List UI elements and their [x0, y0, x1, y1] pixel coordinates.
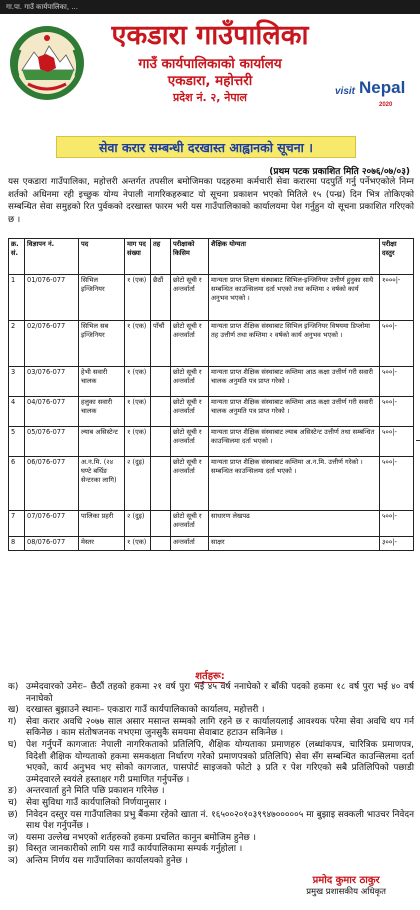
table-cell: सिभिल इन्जिनियर [79, 275, 125, 321]
condition-marker: ञ) [8, 855, 19, 866]
notice-banner [56, 136, 356, 158]
condition-text: दरखास्त बुझाउने स्थानः– एकडारा गाउँ कार्यपालिकाको कार्यालय, महोत्तरी । [26, 705, 265, 716]
table-cell: हेभी सवारी चालक [79, 367, 125, 397]
condition-text: निवेदन दस्तुर यस गाउँपालिका प्रभु बैंकमा रहेको खाता नं. १६५००२०१०३९९४७०००००५ मा बुझाइ सक्कली भाउचर निवेदन साथ पेश गर्नुपर्नेछ । [26, 809, 414, 832]
table-cell: सिभिल सब इन्जिनियर [79, 321, 125, 367]
col-header: तह [151, 239, 171, 275]
table-cell: 5 [9, 427, 25, 457]
table-cell: १ (एक) [125, 367, 151, 397]
table-cell: 05/076-077 [25, 427, 79, 457]
conditions-heading-text: शर्तहरू: [195, 671, 225, 682]
condition-marker: ख) [8, 705, 19, 716]
table-cell: 02/076-077 [25, 321, 79, 367]
conditions-heading [0, 668, 420, 682]
table-cell: 07/076-077 [25, 511, 79, 537]
table-cell: १ (एक) [125, 427, 151, 457]
condition-marker: ग) [8, 716, 17, 727]
office-name: गाउँ कार्यपालिकाको कार्यालय [138, 56, 282, 72]
condition-text: उम्मेदवारको उमेरः– छैठौं तहको हकमा २१ वर्ष पुरा भई ४५ वर्ष ननाघेको र बाँकी पदको हकमा १८ वर्ष पुरा भई ४० वर्ष ननाघेको [26, 682, 414, 704]
condition-text: सेवा सुविधा गाउँ कार्यपालिको निर्णयानुसार । [26, 797, 167, 808]
table-cell: साक्षर [209, 537, 380, 551]
table-cell: ३००|- [380, 537, 414, 551]
table-cell: 03/076-077 [25, 367, 79, 397]
table-cell: मान्यता प्राप्त शैक्षिक संस्थाबाट कम्तिमा आठ कक्षा उत्तीर्ण गरी सवारी चालक अनुमति पत्र प्राप्त गरेको । [209, 397, 380, 427]
condition-item [8, 682, 414, 705]
table-cell: मान्यता प्राप्त शैक्षिक संस्थाबाट कम्तिमा आठ कक्षा उत्तीर्ण गरी सवारी चालक अनुमति पत्र प्राप्त गरेको । [209, 367, 380, 397]
table-row [9, 457, 414, 511]
table-cell: १ (एक) [125, 537, 151, 551]
table-cell: साधारण लेखपढ [209, 511, 380, 537]
office-location: एकडारा, महोत्तरी [167, 73, 253, 89]
table-cell [151, 457, 171, 511]
table-cell: ५००|- [380, 367, 414, 397]
table-cell: ५००|- [380, 457, 414, 511]
table-row [9, 397, 414, 427]
table-cell: छोटो सूची र अन्तर्वार्ता [171, 511, 209, 537]
col-header: शैक्षिक योग्यता [209, 239, 380, 275]
vacancy-table [8, 238, 414, 551]
condition-text: पेश गर्नुपर्ने कागजातः नेपाली नागरिकताको प्रतिलिपि, शैक्षिक योग्यताका प्रमाणहरु (लब्धांकपत्र, चारित्रिक प्रमाणपत्र, विदेशी शैक्षिक योग्यताको हकमा समकक्षता निर्धारण गरेको प्रमाणपत्रको प्रतिलिपि) सेवा सँग सम्बन्धित काउन्सिलमा दर्ता भएको, कार्य अनुभव भए सोको कागजात, पासपोर्ट साइजको फोटो ३ प्रति र पेश गरिएको सबै प्रतिलिपिको पछाडी उम्मेदवारले स्वयंले हस्ताक्षर गरी प्रमाणित गर्नुपर्नेछ । [26, 739, 414, 785]
visit-logo-year: 2020 [379, 102, 393, 108]
table-cell: पालिका प्रहरी [79, 511, 125, 537]
condition-item [8, 856, 414, 868]
table-cell: 1 [9, 275, 25, 321]
table-row [9, 367, 414, 397]
col-header: क्र. सं. [9, 239, 25, 275]
col-header: परीक्षाको किसिम [171, 239, 209, 275]
government-emblem-icon [8, 24, 86, 102]
table-cell: छोटो सूची र अन्तर्वार्ता [171, 367, 209, 397]
table-cell: 06/076-077 [25, 457, 79, 511]
table-cell: अ.न.मि. (२४ घण्टे बर्थिङ सेन्टरका लागि) [79, 457, 125, 511]
table-cell: छोटो सूची र अन्तर्वार्ता [171, 427, 209, 457]
condition-marker: ज) [8, 832, 19, 843]
signatory-name: प्रमोद कुमार ठाकुर [312, 875, 380, 886]
table-cell [151, 537, 171, 551]
table-cell: 4 [9, 397, 25, 427]
table-cell: 01/076-077 [25, 275, 79, 321]
condition-item [8, 705, 414, 717]
table-cell: मान्यता प्राप्त शैक्षिक संस्थाबाट सिभिल इन्जिनियर विषयमा डिप्लोमा तह उत्तीर्ण तथा कम्तिमा २ वर्षको कार्य अनुभव भएको । [209, 321, 380, 367]
table-cell [151, 511, 171, 537]
condition-marker: च) [8, 797, 18, 808]
table-cell: 7 [9, 511, 25, 537]
condition-text: अन्तरवार्ता हुने मिति पछि प्रकाशन गरिनेछ । [26, 786, 165, 797]
table-cell: 08/076-077 [25, 537, 79, 551]
table-cell: 8 [9, 537, 25, 551]
table-cell: पाँचौं [151, 321, 171, 367]
table-row [9, 511, 414, 537]
condition-marker: क) [8, 682, 19, 692]
page-edge-mark [416, 440, 420, 441]
table-cell: १ (एक) [125, 397, 151, 427]
table-cell: ल्याब असिस्टेन्ट [79, 427, 125, 457]
conditions-list [8, 682, 414, 868]
condition-item [8, 798, 414, 810]
condition-text: यसमा उल्लेख नभएको शर्तहरुको हकमा प्रचलित कानुन बमोजिम हुनेछ । [26, 832, 256, 843]
table-cell: छोटो सूची र अन्तर्वार्ता [171, 321, 209, 367]
table-cell: छोटो सूची र अन्तर्वार्ता [171, 397, 209, 427]
col-header: विज्ञापन नं. [25, 239, 79, 275]
condition-marker: ङ) [8, 786, 18, 797]
table-cell: मान्यता प्राप्त शिक्षण संस्थाबाट सिभिल-इन्जिनियर उत्तीर्ण हुनुका साथै सम्बन्धित काउन्सिलमा दर्ता भएको तथा कम्तिमा २ वर्षको कार्य अनुभव भएको । [209, 275, 380, 321]
table-cell [151, 367, 171, 397]
top-strip-text: गा.पा. गाउँ कार्यपालिका, ... [6, 3, 78, 11]
table-row [9, 275, 414, 321]
notice-title: सेवा करार सम्बन्धी दरखास्त आह्वानको सूचना । [99, 140, 313, 155]
table-row [9, 427, 414, 457]
condition-text: सेवा करार अवधि २०७७ साल असार मसान्त सम्मको लागि रहने छ र कार्यालयलाई आवश्यक परेमा सेवा अवधि थप गर्न सकिनेछ । काम संतोषजनक नभएमा जुनसुकै समयमा सेवाबाट हटाउन सकिनेछ । [26, 716, 414, 739]
table-cell [151, 397, 171, 427]
condition-item [8, 786, 414, 798]
intro-paragraph: यस एकडारा गाउँपालिका, महोत्तरी अन्तर्गत तपसील बमोजिमका पदहरुमा कर्मचारी सेवा करारमा पदपुर्ति गर्नु पर्नेभएकोले निम्न शर्तको अधिनमा रही इच्छुक योग्य नेपाली नागरिकहरुबाट यो सूचना प्रकाशन भएको मितिले १५ (पन्ध्र) दिन भित्र तोकिएको सम्बन्धित सेवा समुहको रित पुर्वकको दरखास्त फारम भरी यस गाउँपालिकाको कार्यालयमा पेश गर्नुहुन यो सूचना प्रकाशित गरिएको छ । [8, 177, 414, 225]
col-header: पद [79, 239, 125, 275]
table-cell: ५००|- [380, 397, 414, 427]
province-line: प्रदेश नं. २, नेपाल [173, 91, 247, 104]
table-cell: मान्यता प्राप्त शैक्षिक संस्थाबाट कम्तिमा अ.न.मि. उत्तीर्ण गरेको । सम्बन्धित काउन्सिलमा दर्ता भएको । [209, 457, 380, 511]
table-cell: ५००|- [380, 321, 414, 367]
condition-marker: छ) [8, 809, 18, 820]
table-row [9, 537, 414, 551]
municipality-name: एकडारा गाउँपालिका [111, 20, 309, 51]
condition-marker: झ) [8, 844, 19, 855]
table-cell: ५००|- [380, 511, 414, 537]
table-cell: २ (दुइ) [125, 511, 151, 537]
condition-marker: घ) [8, 739, 17, 750]
table-cell: 04/076-077 [25, 397, 79, 427]
table-cell: १०००|- [380, 275, 414, 321]
letterhead [0, 16, 420, 134]
table-cell: ५००|- [380, 427, 414, 457]
condition-item [8, 810, 414, 833]
visit-logo-prefix: visit [335, 86, 356, 97]
table-cell: छोटो सूची र अन्तर्वार्ता [171, 275, 209, 321]
table-cell: मेस्तर [79, 537, 125, 551]
visit-nepal-logo [335, 72, 415, 116]
condition-text: विस्तृत जानकारीको लागि यस गाउँ कार्यपालिकामा सम्पर्क गर्नुहोला । [26, 844, 243, 855]
publication-date: (प्रथम पटक प्रकाशित मिति २०७६/०७/०३) [269, 167, 410, 177]
table-cell: मान्यता प्राप्त शैक्षिक संस्थाबाट ल्याब असिस्टेन्ट उत्तीर्ण तथा सम्बन्धित काउन्सिलमा दर्ता भएको । [209, 427, 380, 457]
condition-item [8, 740, 414, 786]
table-cell [151, 427, 171, 457]
table-cell: 2 [9, 321, 25, 367]
table-cell: 3 [9, 367, 25, 397]
condition-text: अन्तिम निर्णय यस गाउँपालिका कार्यालयको हुनेछ । [26, 855, 189, 866]
table-cell: छैठौं [151, 275, 171, 321]
letterhead-titles [92, 16, 328, 105]
col-header: परीक्षा दस्तुर [380, 239, 414, 275]
table-cell: १ (एक) [125, 321, 151, 367]
top-strip [0, 0, 420, 14]
condition-item [8, 833, 414, 845]
condition-item [8, 844, 414, 856]
col-header: माग पद संख्या [125, 239, 151, 275]
table-cell: छोटो सूची र अन्तर्वार्ता [171, 457, 209, 511]
signatory-role: प्रमुख प्रशासकीय अधिकृत [306, 887, 386, 897]
condition-item [8, 717, 414, 740]
table-header-row [9, 239, 414, 275]
table-row [9, 321, 414, 367]
visit-logo-country: Nepal [359, 78, 406, 97]
table-cell: अन्तर्वार्ता [171, 537, 209, 551]
table-cell: १ (एक) [125, 275, 151, 321]
table-cell: हलुका सवारी चालक [79, 397, 125, 427]
table-cell: २ (दुइ) [125, 457, 151, 511]
signature-block [306, 872, 386, 897]
table-cell: 6 [9, 457, 25, 511]
